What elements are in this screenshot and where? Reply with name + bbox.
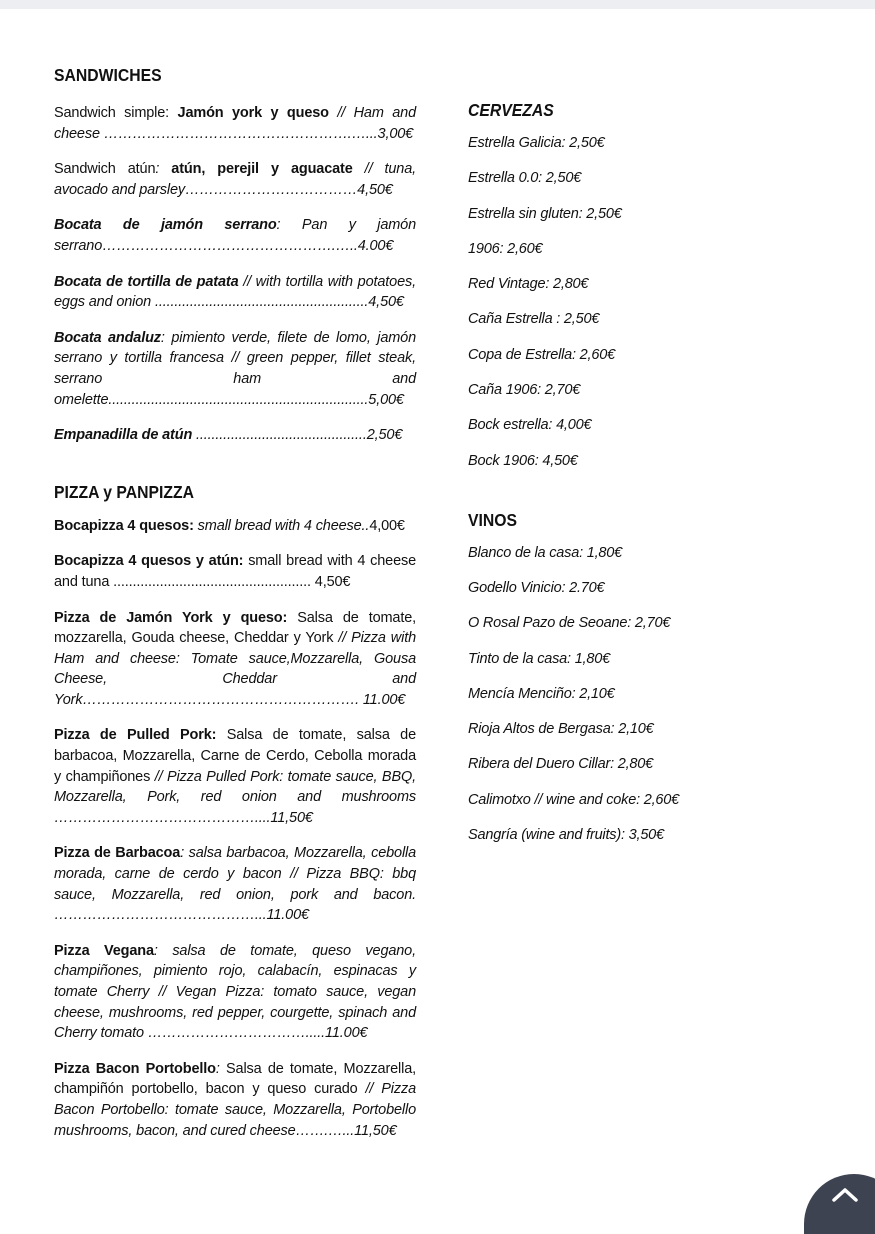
item-price: 4,00€ (369, 517, 405, 534)
item-description-en: // Pizza with Ham and cheese: Tomate sauce,Mozzarella, Gousa Cheese, Cheddar and York…………………………………………………. 11.00€ (54, 630, 416, 708)
item-name: Pizza de Barbacoa (54, 845, 181, 862)
item-description-en: // Pizza Pulled Pork: tomate sauce, BBQ, Mozzarella, Pork, red onion and mushrooms ……………………………………....11,50€ (54, 768, 416, 826)
item-description: // with tortilla with potatoes, eggs and onion .......................................................4,50€ (54, 273, 416, 311)
item-name: Bocata de tortilla de patata (54, 273, 239, 290)
drink-item: Calimotxo // wine and coke: 2,60€ (468, 791, 680, 808)
drink-item: Caña Estrella : 2,50€ (468, 311, 600, 328)
item-name: Bocata andaluz (54, 329, 161, 346)
item-name: Bocapizza 4 quesos y atún: (54, 553, 244, 570)
item-description: Salsa de tomate, salsa de barbacoa, Mozzarella, Carne de Cerdo, Cebolla morada y champiñones (54, 727, 416, 785)
item-name: Empanadilla de atún (54, 427, 193, 444)
item-name: Jamón york y queso (177, 105, 329, 121)
drink-item: Caña 1906: 2,70€ (468, 382, 581, 399)
drink-item: Ribera del Duero Cillar: 2,80€ (468, 756, 654, 773)
drink-item: Blanco de la casa: 1,80€ (468, 544, 623, 561)
drink-item: Bock estrella: 4,00€ (468, 417, 592, 434)
beers-heading: CERVEZAS (468, 100, 554, 120)
drink-item: Bock 1906: 4,50€ (468, 452, 578, 469)
item-description: // Ham and cheese …………………………………………….…...3,00€ (54, 105, 416, 142)
sandwiches-heading: SANDWICHES (54, 65, 162, 85)
menu-item (54, 843, 416, 925)
scroll-to-top-button[interactable] (804, 1174, 875, 1234)
drink-item: Sangría (wine and fruits): 3,50€ (468, 827, 664, 844)
item-description: : salsa barbacoa, Mozzarella, cebolla morada, carne de cerdo y bacon // Pizza BBQ: bbq sauce, Mozzarella, red onion, pork and bacon. ……………………………………...11.00€ (54, 845, 416, 924)
drink-item: Estrella sin gluten: 2,50€ (468, 205, 622, 222)
drink-item: Red Vintage: 2,80€ (468, 276, 589, 293)
item-name: atún, perejil y aguacate (159, 161, 353, 178)
menu-item (54, 272, 416, 313)
menu-item (54, 608, 416, 711)
right-menu-column (468, 99, 788, 860)
drink-item: Godello Vinicio: 2.70€ (468, 579, 605, 596)
menu-item (54, 1059, 416, 1141)
item-label: Sandwich simple: (54, 105, 178, 121)
drink-item: Estrella Galicia: 2,50€ (468, 135, 605, 151)
item-description: small bread with 4 cheese and tuna ................................................... 4,50€ (54, 553, 416, 590)
menu-item (54, 941, 416, 1044)
menu-item (54, 725, 416, 828)
item-description: Salsa de tomate, Mozzarella, champiñón portobello, bacon y queso curado (54, 1060, 416, 1098)
item-name: Bocapizza 4 quesos: (54, 517, 194, 534)
item-description: small bread with 4 cheese.. (193, 517, 370, 534)
wines-heading: VINOS (468, 509, 518, 530)
menu-item (54, 159, 416, 200)
item-name: Pizza Bacon Portobello (54, 1060, 216, 1077)
menu-item (54, 215, 416, 256)
item-name: Pizza Vegana (54, 942, 154, 959)
menu-item (54, 328, 416, 410)
item-label: Sandwich atún (54, 161, 156, 178)
pizza-heading: PIZZA y PANPIZZA (54, 481, 195, 502)
item-colon: : (155, 161, 160, 178)
item-description: : salsa de tomate, queso vegano, champiñones, pimiento rojo, calabacín, espinacas y tomate Cherry // Vegan Pizza: tomato sauce, vegan cheese, mushrooms, red pepper, courgette, spinach and Cherry tomato …………………………….....11.00€ (54, 942, 416, 1042)
menu-item (54, 103, 416, 144)
drink-item: Mencía Menciño: 2,10€ (468, 685, 615, 702)
drink-item: Estrella 0.0: 2,50€ (468, 170, 582, 187)
item-description: ............................................2,50€ (192, 427, 403, 444)
item-description: // tuna, avocado and parsley………………………………4,50€ (54, 161, 417, 198)
item-description: Salsa de tomate, mozzarella, Gouda cheese, Cheddar y York (54, 609, 416, 647)
item-name: Pizza de Jamón York y queso: (54, 609, 288, 626)
browser-top-bar (0, 0, 875, 9)
drink-item: Copa de Estrella: 2,60€ (468, 346, 615, 363)
menu-item (54, 551, 416, 592)
left-menu-column (54, 64, 416, 1156)
drink-item: Rioja Altos de Bergasa: 2,10€ (468, 721, 654, 738)
item-description-en: // Pizza Bacon Portobello: tomate sauce, Mozzarella, Portobello mushrooms, bacon, and cured cheese…….…...11,50€ (54, 1081, 416, 1139)
menu-item (54, 425, 416, 446)
menu-item (54, 516, 416, 537)
item-colon: : (215, 1060, 220, 1077)
item-description: : pimiento verde, filete de lomo, jamón serrano y tortilla francesa // green pepper, fillet steak, serrano ham and omelette...................................................................5,00€ (54, 329, 416, 408)
item-description: : Pan y jamón serrano………………………………………….…..4.00€ (54, 217, 416, 254)
item-name: Pizza de Pulled Pork: (54, 727, 217, 744)
drink-item: O Rosal Pazo de Seoane: 2,70€ (468, 615, 671, 632)
item-name: Bocata de jamón serrano (54, 217, 277, 234)
drink-item: Tinto de la casa: 1,80€ (468, 650, 610, 667)
drink-item: 1906: 2,60€ (468, 240, 543, 257)
